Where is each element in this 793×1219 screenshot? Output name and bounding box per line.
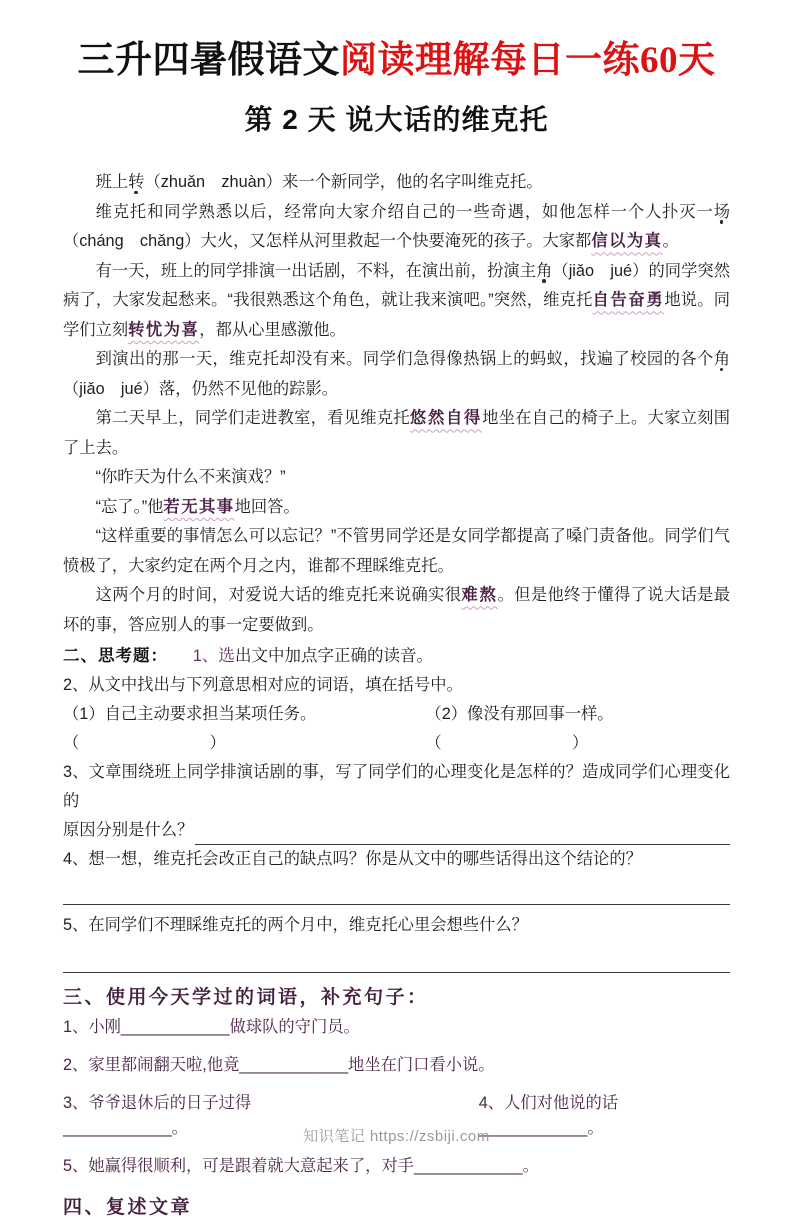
fill-in-item-2: 2、家里都闹翻天啦,他竟____________地坐在门口看小说。 [63,1056,495,1075]
question-2-subitems [63,700,730,758]
section-four-heading: 四、复述文章 [63,1197,193,1219]
passage-paragraph-dialogue: “你昨天为什么不来演戏？” [95,468,286,487]
passage-paragraph: 班上转（zhuǎn zhuàn）来一个新同学，他的名字叫维克托。 [95,173,543,192]
passage-paragraph: 维克托和同学熟悉以后，经常向大家介绍自己的一些奇遇，如他怎样一个人扑灭一场（cháng chǎng）大火，又怎样从河里救起一个快要淹死的孩子。大家都信以为真。 [63,202,730,251]
question-2-item-2: （2）像没有那回事一样。（ ） [425,705,614,753]
day-title: 第 2 天 说大话的维克托 [244,104,549,136]
passage-paragraph-dialogue: “忘了。”他若无其事地回答。 [95,497,300,516]
fill-in-item-5: 5、她赢得很顺利，可是跟着就大意起来了，对手____________。 [63,1157,539,1176]
question-5: 5、在同学们不理睬维克托的两个月中，维克托心里会想些什么？ [63,916,528,935]
passage-paragraph: 第二天早上，同学们走进教室，看见维克托悠然自得地坐在自己的椅子上。大家立刻围了上去。 [63,409,730,457]
section-three-heading: 三、使用今天学过的词语，补充句子： [63,987,429,1009]
passage-paragraph: 这两个月的时间，对爱说大话的维克托来说确实很难熬。但是他终于懂得了说大话是最坏的事，答应别人的事一定要做到。 [63,586,730,634]
passage-paragraph-dialogue: “这样重要的事情怎么可以忘记？”不管男同学还是女同学都提高了嗓门责备他。同学们气愤极了，大家约定在两个月之内，谁都不理睬维克托。 [63,527,730,575]
section-three-fill-in [63,982,730,1179]
title-course: 三升四暑假语文 [77,40,340,81]
title-series: 阅读理解每日一练60天 [340,40,716,81]
question-3-line2-text: 原因分别是什么？ [63,821,194,840]
page-title [0,38,793,84]
section-two-heading: 二、思考题： 1、选出文中加点字正确的读音。 [63,647,433,666]
watermark-footer: 知识笔记 https://zsbiji.com [303,1128,490,1145]
section-two-questions [63,642,730,973]
question-2: 2、从文中找出与下列意思相对应的词语，填在括号中。 [63,676,463,695]
answer-blank-line [63,904,730,905]
question-4: 4、想一想，维克托会改正自己的缺点吗？你是从文中的哪些话得出这个结论的？ [63,850,642,869]
passage-paragraph: 到演出的那一天，维克托却没有来。同学们急得像热锅上的蚂蚁，找遍了校园的各个角（jiǎo jué）落，仍然不见他的踪影。 [63,350,730,398]
question-3-line2 [63,816,730,845]
question-3-line1: 3、文章围绕班上同学排演话剧的事，写了同学们的心理变化是怎样的？造成同学们心理变化的 [63,763,730,811]
reading-passage [63,168,730,640]
answer-blank-line [195,822,730,845]
answer-blank-line [63,972,730,973]
fill-in-item-1: 1、小刚____________做球队的守门员。 [63,1018,360,1037]
question-2-item-1: （1）自己主动要求担当某项任务。（ ） [63,705,317,753]
passage-paragraph: 有一天，班上的同学排演一出话剧，不料，在演出前，扮演主角（jiǎo jué）的同学突然病了，大家发起愁来。“我很熟悉这个角色，就让我来演吧。”突然，维克托自告奋勇地说。同学们立刻转忧为喜，都从心里感激他。 [63,261,730,339]
fill-in-item-3: 3、爷爷退休后的日子过得____________。 [63,1094,252,1138]
fill-in-item-4: 4、人们对他说的话____________。 [478,1094,619,1138]
